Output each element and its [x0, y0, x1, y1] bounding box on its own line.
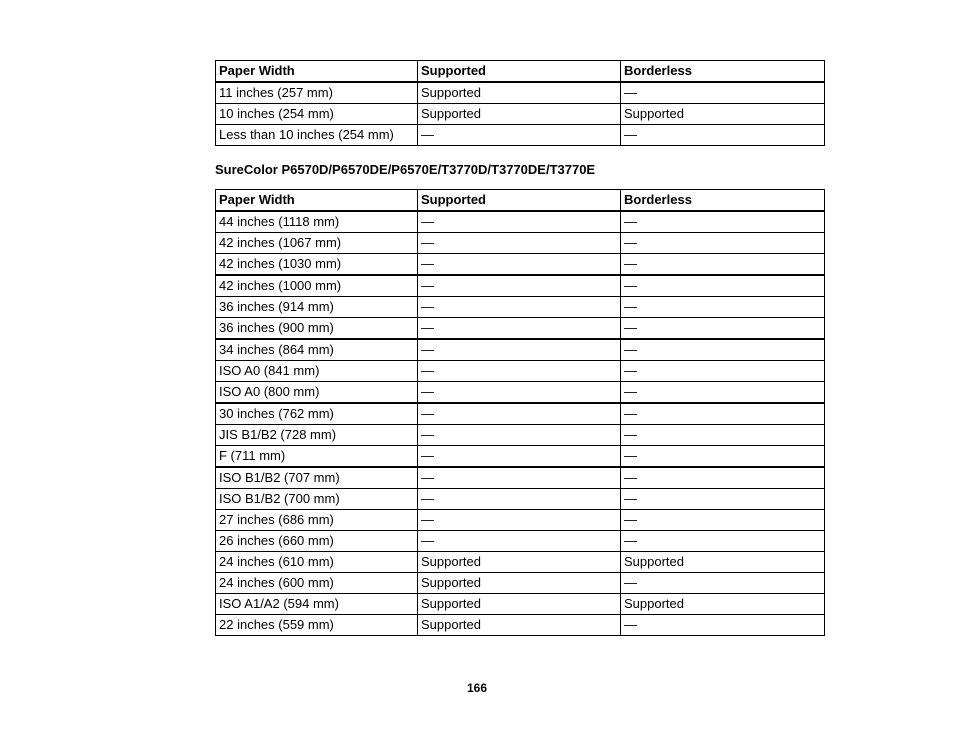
cell-supported: Supported	[418, 594, 621, 615]
cell-paper-width: 30 inches (762 mm)	[216, 403, 418, 425]
table-row	[216, 254, 825, 276]
cell-borderless: Supported	[621, 104, 825, 125]
cell-paper-width: Less than 10 inches (254 mm)	[216, 125, 418, 146]
cell-paper-width: 26 inches (660 mm)	[216, 531, 418, 552]
cell-supported: Supported	[418, 615, 621, 636]
table-row	[216, 446, 825, 468]
paper-width-table-1	[215, 60, 825, 146]
cell-paper-width: 34 inches (864 mm)	[216, 339, 418, 361]
cell-supported: —	[418, 510, 621, 531]
cell-paper-width: 44 inches (1118 mm)	[216, 211, 418, 233]
cell-borderless: —	[621, 82, 825, 104]
cell-supported: —	[418, 361, 621, 382]
cell-supported: —	[418, 211, 621, 233]
cell-borderless: Supported	[621, 594, 825, 615]
header-supported: Supported	[418, 61, 621, 83]
cell-borderless: —	[621, 211, 825, 233]
cell-borderless: —	[621, 425, 825, 446]
cell-borderless: —	[621, 531, 825, 552]
cell-supported: —	[418, 467, 621, 489]
cell-borderless: —	[621, 125, 825, 146]
table-row	[216, 233, 825, 254]
table-row	[216, 125, 825, 146]
table-row	[216, 403, 825, 425]
cell-supported: —	[418, 318, 621, 340]
cell-supported: —	[418, 446, 621, 468]
table-row	[216, 552, 825, 573]
cell-paper-width: ISO A0 (800 mm)	[216, 382, 418, 404]
cell-borderless: —	[621, 233, 825, 254]
cell-borderless: —	[621, 339, 825, 361]
cell-borderless: —	[621, 318, 825, 340]
paper-width-table-2	[215, 189, 825, 636]
table-row	[216, 425, 825, 446]
cell-paper-width: ISO A1/A2 (594 mm)	[216, 594, 418, 615]
cell-supported: —	[418, 531, 621, 552]
cell-paper-width: ISO A0 (841 mm)	[216, 361, 418, 382]
cell-paper-width: 22 inches (559 mm)	[216, 615, 418, 636]
table-row	[216, 104, 825, 125]
cell-paper-width: 42 inches (1000 mm)	[216, 275, 418, 297]
cell-borderless: —	[621, 297, 825, 318]
cell-borderless: —	[621, 275, 825, 297]
cell-supported: Supported	[418, 573, 621, 594]
cell-paper-width: 11 inches (257 mm)	[216, 82, 418, 104]
cell-paper-width: 10 inches (254 mm)	[216, 104, 418, 125]
cell-paper-width: ISO B1/B2 (707 mm)	[216, 467, 418, 489]
table-row	[216, 573, 825, 594]
cell-supported: —	[418, 275, 621, 297]
table-row	[216, 531, 825, 552]
cell-supported: —	[418, 233, 621, 254]
cell-supported: Supported	[418, 82, 621, 104]
cell-borderless: —	[621, 361, 825, 382]
cell-supported: —	[418, 125, 621, 146]
header-borderless: Borderless	[621, 190, 825, 212]
table-row	[216, 275, 825, 297]
cell-paper-width: 27 inches (686 mm)	[216, 510, 418, 531]
header-paper-width: Paper Width	[216, 61, 418, 83]
page-number: 166	[466, 681, 488, 695]
cell-borderless: —	[621, 254, 825, 276]
cell-borderless: —	[621, 403, 825, 425]
table-row	[216, 297, 825, 318]
cell-borderless: —	[621, 446, 825, 468]
table-row	[216, 467, 825, 489]
cell-borderless: —	[621, 615, 825, 636]
cell-paper-width: 24 inches (610 mm)	[216, 552, 418, 573]
table-row	[216, 318, 825, 340]
cell-supported: —	[418, 382, 621, 404]
header-supported: Supported	[418, 190, 621, 212]
cell-supported: —	[418, 254, 621, 276]
cell-borderless: —	[621, 467, 825, 489]
table-row	[216, 489, 825, 510]
table-row	[216, 82, 825, 104]
table-row	[216, 510, 825, 531]
table-header-row	[216, 61, 825, 83]
table-header-row	[216, 190, 825, 212]
cell-borderless: —	[621, 489, 825, 510]
table-row	[216, 594, 825, 615]
cell-paper-width: 42 inches (1067 mm)	[216, 233, 418, 254]
cell-borderless: —	[621, 510, 825, 531]
cell-borderless: —	[621, 573, 825, 594]
table-row	[216, 615, 825, 636]
cell-borderless: —	[621, 382, 825, 404]
table-row	[216, 211, 825, 233]
table-row	[216, 361, 825, 382]
header-paper-width: Paper Width	[216, 190, 418, 212]
cell-paper-width: JIS B1/B2 (728 mm)	[216, 425, 418, 446]
cell-supported: Supported	[418, 552, 621, 573]
cell-supported: —	[418, 489, 621, 510]
section-heading: SureColor P6570D/P6570DE/P6570E/T3770D/T3770DE/T3770E	[215, 162, 596, 177]
cell-paper-width: 36 inches (900 mm)	[216, 318, 418, 340]
table-row	[216, 339, 825, 361]
cell-paper-width: 24 inches (600 mm)	[216, 573, 418, 594]
cell-paper-width: ISO B1/B2 (700 mm)	[216, 489, 418, 510]
cell-borderless: Supported	[621, 552, 825, 573]
cell-paper-width: 36 inches (914 mm)	[216, 297, 418, 318]
cell-paper-width: F (711 mm)	[216, 446, 418, 468]
cell-supported: —	[418, 297, 621, 318]
table-row	[216, 382, 825, 404]
cell-supported: —	[418, 339, 621, 361]
cell-paper-width: 42 inches (1030 mm)	[216, 254, 418, 276]
cell-supported: Supported	[418, 104, 621, 125]
cell-supported: —	[418, 425, 621, 446]
header-borderless: Borderless	[621, 61, 825, 83]
cell-supported: —	[418, 403, 621, 425]
